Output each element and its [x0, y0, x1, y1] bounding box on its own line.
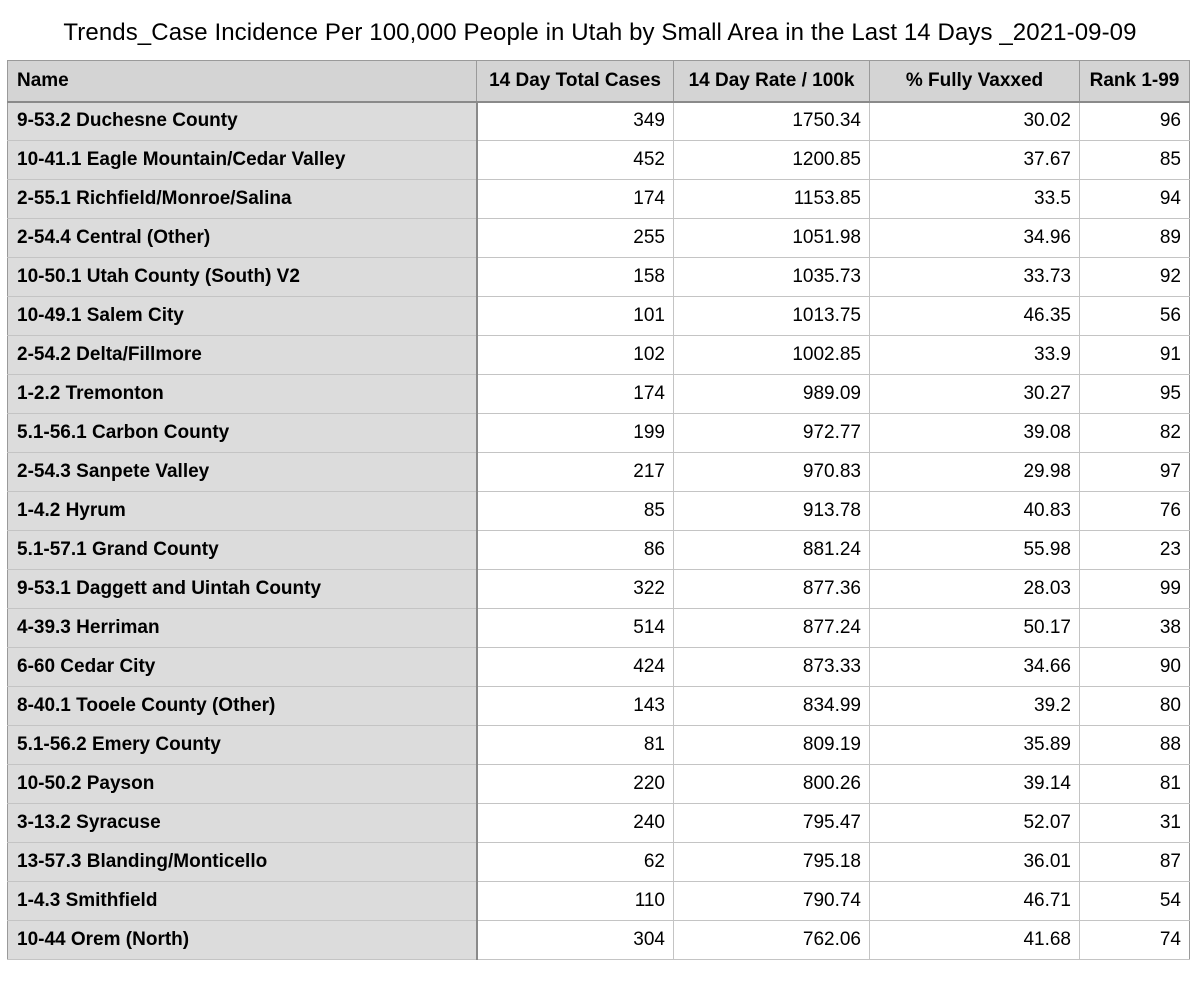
- cell-rate-per-100k[interactable]: 1002.85: [674, 336, 870, 375]
- cell-total-cases[interactable]: 322: [477, 570, 674, 609]
- cell-name[interactable]: 4-39.3 Herriman: [8, 609, 477, 648]
- cell-name[interactable]: 8-40.1 Tooele County (Other): [8, 687, 477, 726]
- cell-rank[interactable]: 94: [1080, 180, 1190, 219]
- table-row: [8, 219, 1190, 258]
- cell-percent-vaxxed[interactable]: 46.71: [870, 882, 1080, 921]
- cell-name[interactable]: 10-44 Orem (North): [8, 921, 477, 960]
- cell-name[interactable]: 10-50.2 Payson: [8, 765, 477, 804]
- cell-percent-vaxxed[interactable]: 35.89: [870, 726, 1080, 765]
- cell-name[interactable]: 2-54.4 Central (Other): [8, 219, 477, 258]
- cell-rate-per-100k[interactable]: 877.36: [674, 570, 870, 609]
- cell-percent-vaxxed[interactable]: 33.73: [870, 258, 1080, 297]
- column-header-vaxxed[interactable]: % Fully Vaxxed: [870, 61, 1080, 102]
- cell-rank[interactable]: 80: [1080, 687, 1190, 726]
- table-row: [8, 258, 1190, 297]
- cell-total-cases[interactable]: 199: [477, 414, 674, 453]
- cell-rank[interactable]: 88: [1080, 726, 1190, 765]
- cell-rank[interactable]: 85: [1080, 141, 1190, 180]
- cell-total-cases[interactable]: 220: [477, 765, 674, 804]
- cell-rank[interactable]: 95: [1080, 375, 1190, 414]
- cell-rank[interactable]: 96: [1080, 102, 1190, 141]
- cell-rate-per-100k[interactable]: 873.33: [674, 648, 870, 687]
- cell-total-cases[interactable]: 452: [477, 141, 674, 180]
- table-row: [8, 297, 1190, 336]
- cell-percent-vaxxed[interactable]: 30.27: [870, 375, 1080, 414]
- cell-rank[interactable]: 99: [1080, 570, 1190, 609]
- column-header-name[interactable]: Name: [8, 61, 477, 102]
- cell-total-cases[interactable]: 240: [477, 804, 674, 843]
- table-header: [8, 61, 1190, 102]
- cell-name[interactable]: 1-4.3 Smithfield: [8, 882, 477, 921]
- cell-rank[interactable]: 97: [1080, 453, 1190, 492]
- table-row: [8, 687, 1190, 726]
- cell-total-cases[interactable]: 304: [477, 921, 674, 960]
- cell-percent-vaxxed[interactable]: 39.08: [870, 414, 1080, 453]
- table-row: [8, 492, 1190, 531]
- cell-rate-per-100k[interactable]: 790.74: [674, 882, 870, 921]
- cell-total-cases[interactable]: 174: [477, 180, 674, 219]
- cell-rank[interactable]: 91: [1080, 336, 1190, 375]
- cell-name[interactable]: 5.1-56.2 Emery County: [8, 726, 477, 765]
- cell-percent-vaxxed[interactable]: 41.68: [870, 921, 1080, 960]
- cell-name[interactable]: 13-57.3 Blanding/Monticello: [8, 843, 477, 882]
- table-row: [8, 843, 1190, 882]
- page-title: Trends_Case Incidence Per 100,000 People in Utah by Small Area in the Last 14 Days _2021-09-09: [63, 19, 1137, 46]
- cell-rate-per-100k[interactable]: 1153.85: [674, 180, 870, 219]
- cell-total-cases[interactable]: 85: [477, 492, 674, 531]
- column-header-rank[interactable]: Rank 1-99: [1080, 61, 1190, 102]
- cell-rank[interactable]: 54: [1080, 882, 1190, 921]
- cell-percent-vaxxed[interactable]: 39.2: [870, 687, 1080, 726]
- cell-percent-vaxxed[interactable]: 37.67: [870, 141, 1080, 180]
- cell-rank[interactable]: 31: [1080, 804, 1190, 843]
- cell-rate-per-100k[interactable]: 809.19: [674, 726, 870, 765]
- cell-rate-per-100k[interactable]: 1750.34: [674, 102, 870, 141]
- cell-percent-vaxxed[interactable]: 33.9: [870, 336, 1080, 375]
- cell-name[interactable]: 10-49.1 Salem City: [8, 297, 477, 336]
- table-row: [8, 375, 1190, 414]
- cell-rate-per-100k[interactable]: 881.24: [674, 531, 870, 570]
- cell-percent-vaxxed[interactable]: 34.96: [870, 219, 1080, 258]
- table-row: [8, 804, 1190, 843]
- table-row: [8, 414, 1190, 453]
- cell-total-cases[interactable]: 424: [477, 648, 674, 687]
- cell-rank[interactable]: 76: [1080, 492, 1190, 531]
- cell-rate-per-100k[interactable]: 972.77: [674, 414, 870, 453]
- cell-rate-per-100k[interactable]: 1051.98: [674, 219, 870, 258]
- cell-percent-vaxxed[interactable]: 39.14: [870, 765, 1080, 804]
- table-row: [8, 531, 1190, 570]
- cell-rate-per-100k[interactable]: 834.99: [674, 687, 870, 726]
- cell-percent-vaxxed[interactable]: 28.03: [870, 570, 1080, 609]
- cell-rate-per-100k[interactable]: 795.18: [674, 843, 870, 882]
- cell-name[interactable]: 9-53.2 Duchesne County: [8, 102, 477, 141]
- table-row: [8, 570, 1190, 609]
- cell-rank[interactable]: 92: [1080, 258, 1190, 297]
- cell-name[interactable]: 5.1-57.1 Grand County: [8, 531, 477, 570]
- cell-percent-vaxxed[interactable]: 36.01: [870, 843, 1080, 882]
- cell-rate-per-100k[interactable]: 762.06: [674, 921, 870, 960]
- cell-total-cases[interactable]: 349: [477, 102, 674, 141]
- cell-rank[interactable]: 87: [1080, 843, 1190, 882]
- table-row: [8, 180, 1190, 219]
- cell-total-cases[interactable]: 62: [477, 843, 674, 882]
- cell-rank[interactable]: 38: [1080, 609, 1190, 648]
- cell-name[interactable]: 6-60 Cedar City: [8, 648, 477, 687]
- cell-name[interactable]: 1-2.2 Tremonton: [8, 375, 477, 414]
- cell-name[interactable]: 10-50.1 Utah County (South) V2: [8, 258, 477, 297]
- cell-rate-per-100k[interactable]: 795.47: [674, 804, 870, 843]
- cell-total-cases[interactable]: 110: [477, 882, 674, 921]
- cell-rank[interactable]: 89: [1080, 219, 1190, 258]
- table-row: [8, 609, 1190, 648]
- cell-name[interactable]: 1-4.2 Hyrum: [8, 492, 477, 531]
- cell-name[interactable]: 10-41.1 Eagle Mountain/Cedar Valley: [8, 141, 477, 180]
- cell-name[interactable]: 9-53.1 Daggett and Uintah County: [8, 570, 477, 609]
- cell-rate-per-100k[interactable]: 1200.85: [674, 141, 870, 180]
- cell-name[interactable]: 5.1-56.1 Carbon County: [8, 414, 477, 453]
- cell-percent-vaxxed[interactable]: 52.07: [870, 804, 1080, 843]
- cell-rate-per-100k[interactable]: 877.24: [674, 609, 870, 648]
- cell-rate-per-100k[interactable]: 989.09: [674, 375, 870, 414]
- cell-total-cases[interactable]: 174: [477, 375, 674, 414]
- cell-total-cases[interactable]: 102: [477, 336, 674, 375]
- column-header-cases[interactable]: 14 Day Total Cases: [477, 61, 674, 102]
- cell-total-cases[interactable]: 86: [477, 531, 674, 570]
- cell-rank[interactable]: 56: [1080, 297, 1190, 336]
- cell-rate-per-100k[interactable]: 1013.75: [674, 297, 870, 336]
- cell-percent-vaxxed[interactable]: 50.17: [870, 609, 1080, 648]
- table-row: [8, 921, 1190, 960]
- cell-percent-vaxxed[interactable]: 33.5: [870, 180, 1080, 219]
- cell-name[interactable]: 2-55.1 Richfield/Monroe/Salina: [8, 180, 477, 219]
- table-row: [8, 648, 1190, 687]
- cell-name[interactable]: 3-13.2 Syracuse: [8, 804, 477, 843]
- column-header-rate[interactable]: 14 Day Rate / 100k: [674, 61, 870, 102]
- table-row: [8, 882, 1190, 921]
- table-row: [8, 726, 1190, 765]
- table-row: [8, 141, 1190, 180]
- cell-total-cases[interactable]: 514: [477, 609, 674, 648]
- cell-rank[interactable]: 23: [1080, 531, 1190, 570]
- cell-name[interactable]: 2-54.3 Sanpete Valley: [8, 453, 477, 492]
- cell-rank[interactable]: 81: [1080, 765, 1190, 804]
- cell-percent-vaxxed[interactable]: 46.35: [870, 297, 1080, 336]
- cell-total-cases[interactable]: 101: [477, 297, 674, 336]
- incidence-table: [7, 60, 1190, 960]
- data-table-container: [7, 60, 1189, 960]
- cell-percent-vaxxed[interactable]: 55.98: [870, 531, 1080, 570]
- header-row: [8, 61, 1190, 102]
- cell-rank[interactable]: 90: [1080, 648, 1190, 687]
- cell-total-cases[interactable]: 81: [477, 726, 674, 765]
- cell-rank[interactable]: 74: [1080, 921, 1190, 960]
- table-row: [8, 102, 1190, 141]
- cell-rate-per-100k[interactable]: 800.26: [674, 765, 870, 804]
- cell-total-cases[interactable]: 158: [477, 258, 674, 297]
- table-body: [8, 102, 1190, 960]
- cell-percent-vaxxed[interactable]: 29.98: [870, 453, 1080, 492]
- table-row: [8, 765, 1190, 804]
- cell-percent-vaxxed[interactable]: 34.66: [870, 648, 1080, 687]
- cell-percent-vaxxed[interactable]: 40.83: [870, 492, 1080, 531]
- cell-rank[interactable]: 82: [1080, 414, 1190, 453]
- cell-rate-per-100k[interactable]: 913.78: [674, 492, 870, 531]
- cell-name[interactable]: 2-54.2 Delta/Fillmore: [8, 336, 477, 375]
- cell-percent-vaxxed[interactable]: 30.02: [870, 102, 1080, 141]
- cell-total-cases[interactable]: 217: [477, 453, 674, 492]
- cell-rate-per-100k[interactable]: 1035.73: [674, 258, 870, 297]
- table-row: [8, 336, 1190, 375]
- cell-total-cases[interactable]: 143: [477, 687, 674, 726]
- table-row: [8, 453, 1190, 492]
- cell-total-cases[interactable]: 255: [477, 219, 674, 258]
- cell-rate-per-100k[interactable]: 970.83: [674, 453, 870, 492]
